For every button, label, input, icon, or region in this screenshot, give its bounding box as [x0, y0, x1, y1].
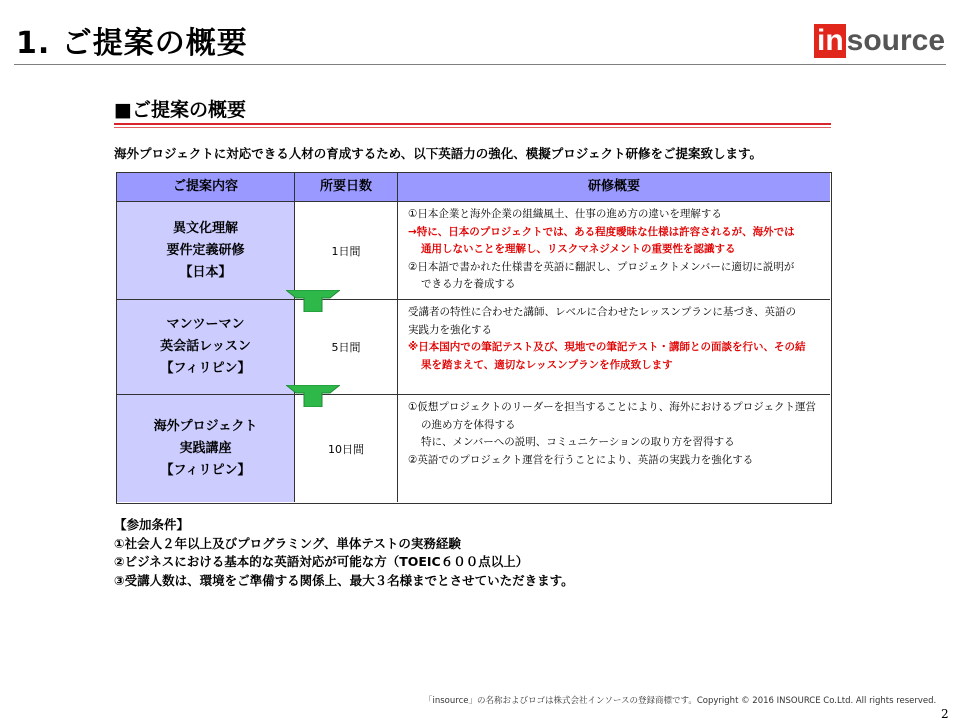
section-heading: ■ご提案の概要	[114, 99, 246, 121]
condition-item: ①社会人２年以上及びプログラミング、単体テストの実務経験	[114, 535, 461, 551]
header-overview: 研修概要	[587, 179, 640, 194]
desc-line: 特に、メンバーへの説明、コミュニケーションの取り方を習得する	[421, 436, 735, 448]
condition-item: ②ビジネスにおける基本的な英語対応が可能な方（TOEIC６００点以上）	[114, 554, 529, 569]
table-header-row	[117, 173, 830, 202]
copyright-footer: 「insource」の名称およびロゴは株式会社インソースの登録商標です。Copyright © 2016 INSOURCE Co.Ltd. All rights reserved.	[424, 696, 937, 706]
program-name-line: 英会話レッスン	[160, 339, 251, 354]
insource-logo	[814, 24, 945, 58]
section-divider	[114, 123, 831, 125]
header-days: 所要日数	[295, 173, 398, 201]
program-name	[117, 300, 295, 394]
section-divider-thin	[114, 127, 831, 128]
desc-line: →特に、日本のプロジェクトでは、ある程度曖昧な仕様は許容されるが、海外では	[408, 225, 795, 238]
program-days: 10日間	[295, 395, 398, 502]
desc-line: ①日本企業と海外企業の組織風土、仕事の進め方の違いを理解する	[408, 208, 722, 220]
down-arrow-icon	[286, 290, 340, 312]
desc-line: ①仮想プロジェクトのリーダーを担当することにより、海外におけるプロジェクト運営	[408, 401, 816, 413]
program-name-line: 実践講座	[179, 440, 232, 456]
header-content: ご提案内容	[117, 173, 295, 201]
desc-line: 通用しないことを理解し、リスクマネジメントの重要性を認識する	[421, 243, 736, 255]
program-name-line: 【フィリピン】	[160, 462, 251, 478]
table-row	[117, 202, 830, 300]
program-days: 1日間	[295, 202, 398, 299]
desc-line: 実践力を強化する	[408, 323, 492, 336]
desc-line: 果を踏まえて、適切なレッスンプランを作成致します	[421, 358, 673, 371]
program-name-line: 要件定義研修	[166, 242, 245, 258]
page-number: 2	[941, 707, 949, 721]
title-divider	[14, 64, 946, 65]
page-title: 1. ご提案の概要	[16, 26, 248, 61]
desc-line: できる力を養成する	[421, 278, 516, 290]
desc-line: ②日本語で書かれた仕様書を英語に翻訳し、プロジェクトメンバーに適切に説明が	[408, 260, 795, 273]
desc-line: 受講者の特性に合わせた講師、レベルに合わせたレッスンプランに基づき、英語の	[408, 306, 796, 318]
program-description	[398, 300, 830, 394]
program-name-line: 海外プロジェクト	[153, 418, 258, 434]
logo-box: in	[814, 24, 846, 58]
table-row	[117, 395, 830, 502]
program-name	[117, 395, 295, 502]
program-name-line: マンツーマン	[166, 317, 245, 332]
program-name-line: 【日本】	[179, 264, 232, 280]
desc-line: ※日本国内での筆記テスト及び、現地での筆記テスト・講師との面談を行い、その結	[408, 341, 806, 353]
down-arrow-icon	[286, 385, 340, 407]
program-days: 5日間	[295, 300, 398, 394]
logo-text: source	[846, 24, 946, 57]
condition-item: ③受講人数は、環境をご準備する関係上、最大３名様までとさせていただきます。	[114, 572, 574, 588]
table-row	[117, 300, 830, 395]
program-name	[117, 202, 295, 299]
participation-conditions	[114, 516, 574, 590]
desc-line: の進め方を体得する	[421, 418, 516, 431]
program-description	[398, 395, 830, 502]
program-name-line: 【フィリピン】	[160, 361, 251, 376]
program-name-line: 異文化理解	[172, 220, 238, 236]
intro-text: 海外プロジェクトに対応できる人材の育成するため、以下英語力の強化、模擬プロジェクト研修をご提案致します。	[114, 146, 763, 161]
desc-line: ②英語でのプロジェクト運営を行うことにより、英語の実践力を強化する	[408, 453, 754, 466]
proposal-table	[116, 172, 832, 504]
conditions-heading: 【参加条件】	[114, 517, 190, 532]
program-description	[398, 202, 830, 299]
